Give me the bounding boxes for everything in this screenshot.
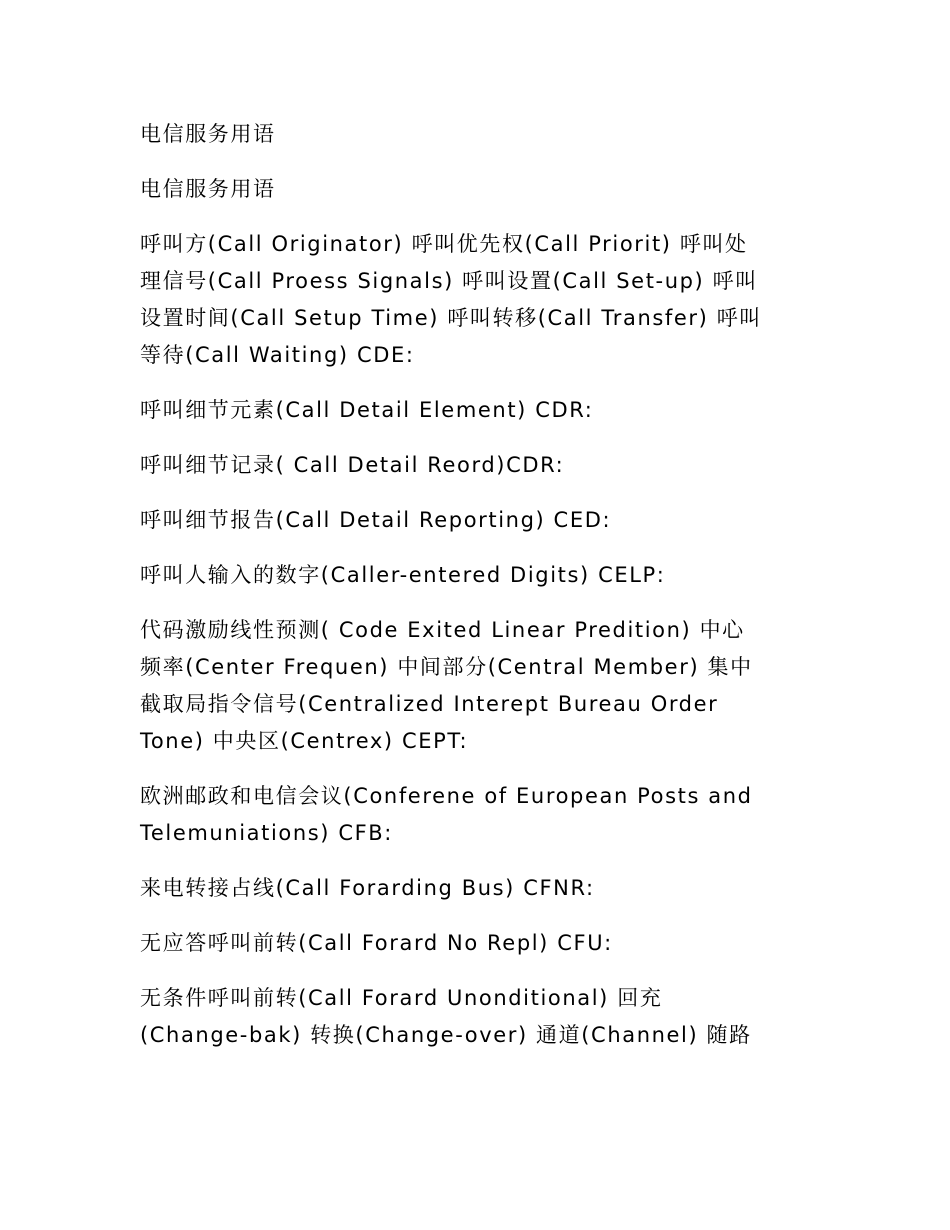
- text-line: 无应答呼叫前转(Call Forard No Repl) CFU:: [140, 931, 613, 955]
- paragraph: [140, 502, 812, 539]
- paragraph: [140, 226, 812, 374]
- paragraph: [140, 925, 812, 962]
- text-line: 代码激励线性预测( Code Exited Linear Predition) 中心: [140, 618, 745, 642]
- text-line: Tone) 中央区(Centrex) CEPT:: [140, 729, 469, 753]
- paragraph: [140, 392, 812, 429]
- text-line: Telemuniations) CFB:: [140, 821, 393, 845]
- paragraph-title: [140, 116, 812, 153]
- text-line: 截取局指令信号(Centralized Interept Bureau Order: [140, 692, 719, 716]
- paragraph-subtitle: [140, 171, 812, 208]
- paragraph: [140, 870, 812, 907]
- text-line: 设置时间(Call Setup Time) 呼叫转移(Call Transfer) 呼叫: [140, 306, 762, 330]
- document-body: [140, 116, 812, 1072]
- text-line: 呼叫细节元素(Call Detail Element) CDR:: [140, 398, 594, 422]
- paragraph: [140, 778, 812, 852]
- text-line: 欧洲邮政和电信会议(Conferene of European Posts and: [140, 784, 753, 808]
- text-line: 呼叫方(Call Originator) 呼叫优先权(Call Priorit) 呼叫处: [140, 232, 748, 256]
- paragraph: [140, 447, 812, 484]
- paragraph: [140, 980, 812, 1054]
- paragraph: [140, 612, 812, 760]
- text-line: 呼叫细节报告(Call Detail Reporting) CED:: [140, 508, 612, 532]
- text-line: 呼叫人输入的数字(Caller-entered Digits) CELP:: [140, 563, 666, 587]
- text-line: 电信服务用语: [140, 177, 276, 201]
- paragraph: [140, 557, 812, 594]
- text-line: 等待(Call Waiting) CDE:: [140, 343, 415, 367]
- text-line: 电信服务用语: [140, 122, 276, 146]
- text-line: 理信号(Call Proess Signals) 呼叫设置(Call Set-up) 呼叫: [140, 269, 758, 293]
- text-line: 呼叫细节记录( Call Detail Reord)CDR:: [140, 453, 565, 477]
- text-line: 来电转接占线(Call Forarding Bus) CFNR:: [140, 876, 595, 900]
- text-line: 无条件呼叫前转(Call Forard Unonditional) 回充: [140, 986, 663, 1010]
- text-line: (Change-bak) 转换(Change-over) 通道(Channel) 随路: [140, 1023, 752, 1047]
- text-line: 频率(Center Frequen) 中间部分(Central Member) 集中: [140, 655, 753, 679]
